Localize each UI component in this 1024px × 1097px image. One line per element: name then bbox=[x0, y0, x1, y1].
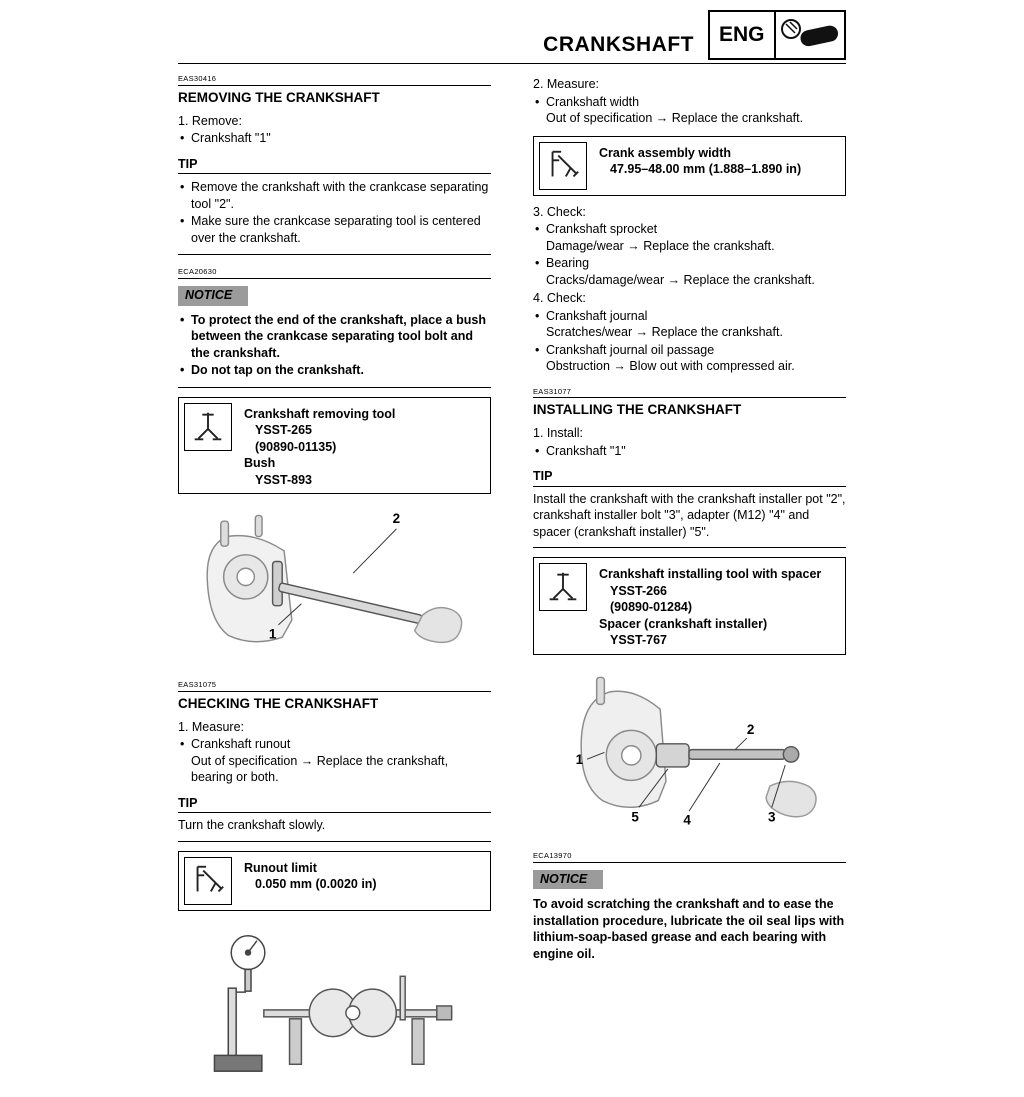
caliper-icon bbox=[184, 857, 232, 905]
figure-callout-1: 1 bbox=[268, 626, 276, 642]
tip-label: TIP bbox=[533, 468, 846, 487]
bullet-bearing bbox=[533, 255, 846, 288]
bullet-text: Crankshaft width bbox=[546, 94, 640, 109]
tool-spec-box-removing bbox=[178, 397, 491, 495]
bullet-crankshaft-1: • Crankshaft "1" bbox=[533, 443, 846, 460]
section-code-checking: EAS31075 bbox=[178, 680, 491, 692]
tip-item: • Remove the crankshaft with the crankcase separating tool "2". bbox=[178, 179, 491, 212]
tool-spec-text bbox=[244, 403, 395, 489]
bullet-text: Crankshaft journal bbox=[546, 308, 648, 323]
tool-line: (90890-01135) bbox=[255, 439, 337, 454]
spec-text bbox=[599, 142, 801, 190]
section-code-removing: EAS30416 bbox=[178, 74, 491, 86]
section-code-installing: EAS31077 bbox=[533, 387, 846, 399]
tool-line: Crankshaft installing tool with spacer bbox=[599, 567, 822, 582]
bullet-crankshaft-runout bbox=[178, 736, 491, 786]
step-remove: 1. Remove: bbox=[178, 113, 242, 128]
step-check-4: 4. Check: bbox=[533, 291, 586, 305]
step-check-3: 3. Check: bbox=[533, 204, 586, 219]
figure-callout-4: 4 bbox=[682, 812, 691, 828]
tool-line: (90890-01284) bbox=[610, 600, 693, 615]
spec-result-line: Out of specification → Replace the crankshaft, bearing or both. bbox=[191, 753, 449, 785]
section-code-notice: ECA20630 bbox=[178, 267, 491, 279]
spec-result-line: Out of specification → Replace the crankshaft. bbox=[546, 111, 804, 125]
spec-line: 0.050 mm (0.0020 in) bbox=[255, 877, 377, 892]
figure-callout-2: 2 bbox=[392, 511, 400, 527]
step-measure-width: 2. Measure: bbox=[533, 77, 600, 91]
bullet-crankshaft-sprocket bbox=[533, 221, 846, 254]
bullet-crankshaft-journal bbox=[533, 308, 846, 341]
spec-line: 47.95–48.00 mm (1.888–1.890 in) bbox=[610, 162, 802, 176]
tool-line: Bush bbox=[244, 456, 276, 471]
bullet-text: Bearing bbox=[546, 256, 590, 270]
engine-icon bbox=[776, 12, 844, 58]
tip-label: TIP bbox=[178, 795, 491, 814]
bullet-crankshaft-width bbox=[533, 94, 846, 127]
caliper-icon bbox=[539, 142, 587, 190]
figure-callout-1: 1 bbox=[575, 751, 583, 767]
bullet-text: Crankshaft runout bbox=[191, 737, 291, 752]
step-measure-runout: 1. Measure: bbox=[178, 719, 245, 734]
notice-item: • Do not tap on the crankshaft. bbox=[178, 362, 491, 379]
right-column bbox=[533, 74, 846, 1097]
notice-item: • To protect the end of the crankshaft, place a bush between the crankcase separating tool bolt and the crankshaft. bbox=[178, 312, 491, 362]
puller-tool-icon bbox=[539, 563, 587, 611]
tip-body bbox=[178, 174, 491, 255]
page-header bbox=[178, 8, 846, 64]
heading-installing-crankshaft: INSTALLING THE CRANKSHAFT bbox=[533, 402, 742, 418]
spec-result-line: Obstruction → Blow out with compressed air. bbox=[546, 359, 795, 373]
spec-result-line: Cracks/damage/wear → Replace the crankshaft. bbox=[546, 272, 815, 287]
bullet-oil-passage bbox=[533, 342, 846, 375]
bullet-text: Crankshaft sprocket bbox=[546, 222, 658, 236]
spec-line: Crank assembly width bbox=[599, 145, 731, 160]
tip-text: Install the crankshaft with the crankshaft installer pot "2", crankshaft installer bolt "3", adapter (M12) "4" and spacer (crankshaft installer) "5". bbox=[533, 491, 846, 539]
eng-badge-label: ENG bbox=[710, 12, 776, 58]
tool-line: YSST-893 bbox=[255, 472, 312, 487]
spec-text bbox=[244, 857, 377, 905]
heading-checking-crankshaft: CHECKING THE CRANKSHAFT bbox=[178, 695, 379, 711]
page-title: CRANKSHAFT bbox=[543, 33, 694, 56]
tip-body bbox=[533, 487, 846, 549]
notice-body bbox=[178, 312, 491, 388]
figure-callout-3: 3 bbox=[767, 809, 776, 825]
figure-callout-5: 5 bbox=[630, 809, 639, 825]
tool-line: YSST-265 bbox=[255, 423, 312, 438]
tool-line: YSST-266 bbox=[610, 583, 667, 598]
figure-runout-measurement bbox=[203, 919, 467, 1087]
tool-spec-text bbox=[599, 563, 821, 649]
tip-body bbox=[178, 813, 491, 842]
tip-item: • Make sure the crankcase separating tool is centered over the crankshaft. bbox=[178, 213, 491, 246]
tip-label: TIP bbox=[178, 156, 491, 175]
heading-removing-crankshaft: REMOVING THE CRANKSHAFT bbox=[178, 89, 380, 105]
figure-crankshaft-installation bbox=[540, 663, 840, 841]
manual-page bbox=[178, 8, 846, 1097]
two-column-body bbox=[178, 74, 846, 1097]
puller-tool-icon bbox=[184, 403, 232, 451]
tool-spec-box-installing bbox=[533, 557, 846, 655]
notice-badge: NOTICE bbox=[533, 870, 603, 890]
tip-text: Turn the crankshaft slowly. bbox=[178, 818, 326, 833]
step-install: 1. Install: bbox=[533, 426, 584, 441]
bullet-text: Crankshaft journal oil passage bbox=[546, 342, 715, 357]
figure-callout-2: 2 bbox=[746, 721, 754, 737]
tool-line: Spacer (crankshaft installer) bbox=[599, 616, 768, 631]
eng-badge bbox=[708, 10, 846, 60]
notice-text: To avoid scratching the crankshaft and to ease the installation procedure, lubricate the oil seal lips with lithium-soap-based grease and each bearing with engine oil. bbox=[533, 897, 845, 961]
bullet-crankshaft-1: • Crankshaft "1" bbox=[178, 130, 491, 147]
spec-box-crank-width bbox=[533, 136, 846, 196]
spec-result-line: Scratches/wear → Replace the crankshaft. bbox=[546, 325, 783, 339]
spec-box-runout-limit bbox=[178, 851, 491, 911]
left-column bbox=[178, 74, 491, 1097]
figure-crankshaft-removal bbox=[185, 502, 485, 670]
tool-line: Crankshaft removing tool bbox=[244, 406, 396, 421]
notice-badge: NOTICE bbox=[178, 286, 248, 306]
tool-line: YSST-767 bbox=[610, 633, 667, 648]
spec-line: Runout limit bbox=[244, 860, 317, 875]
section-code-notice: ECA13970 bbox=[533, 851, 846, 863]
spec-result-line: Damage/wear → Replace the crankshaft. bbox=[546, 238, 775, 253]
